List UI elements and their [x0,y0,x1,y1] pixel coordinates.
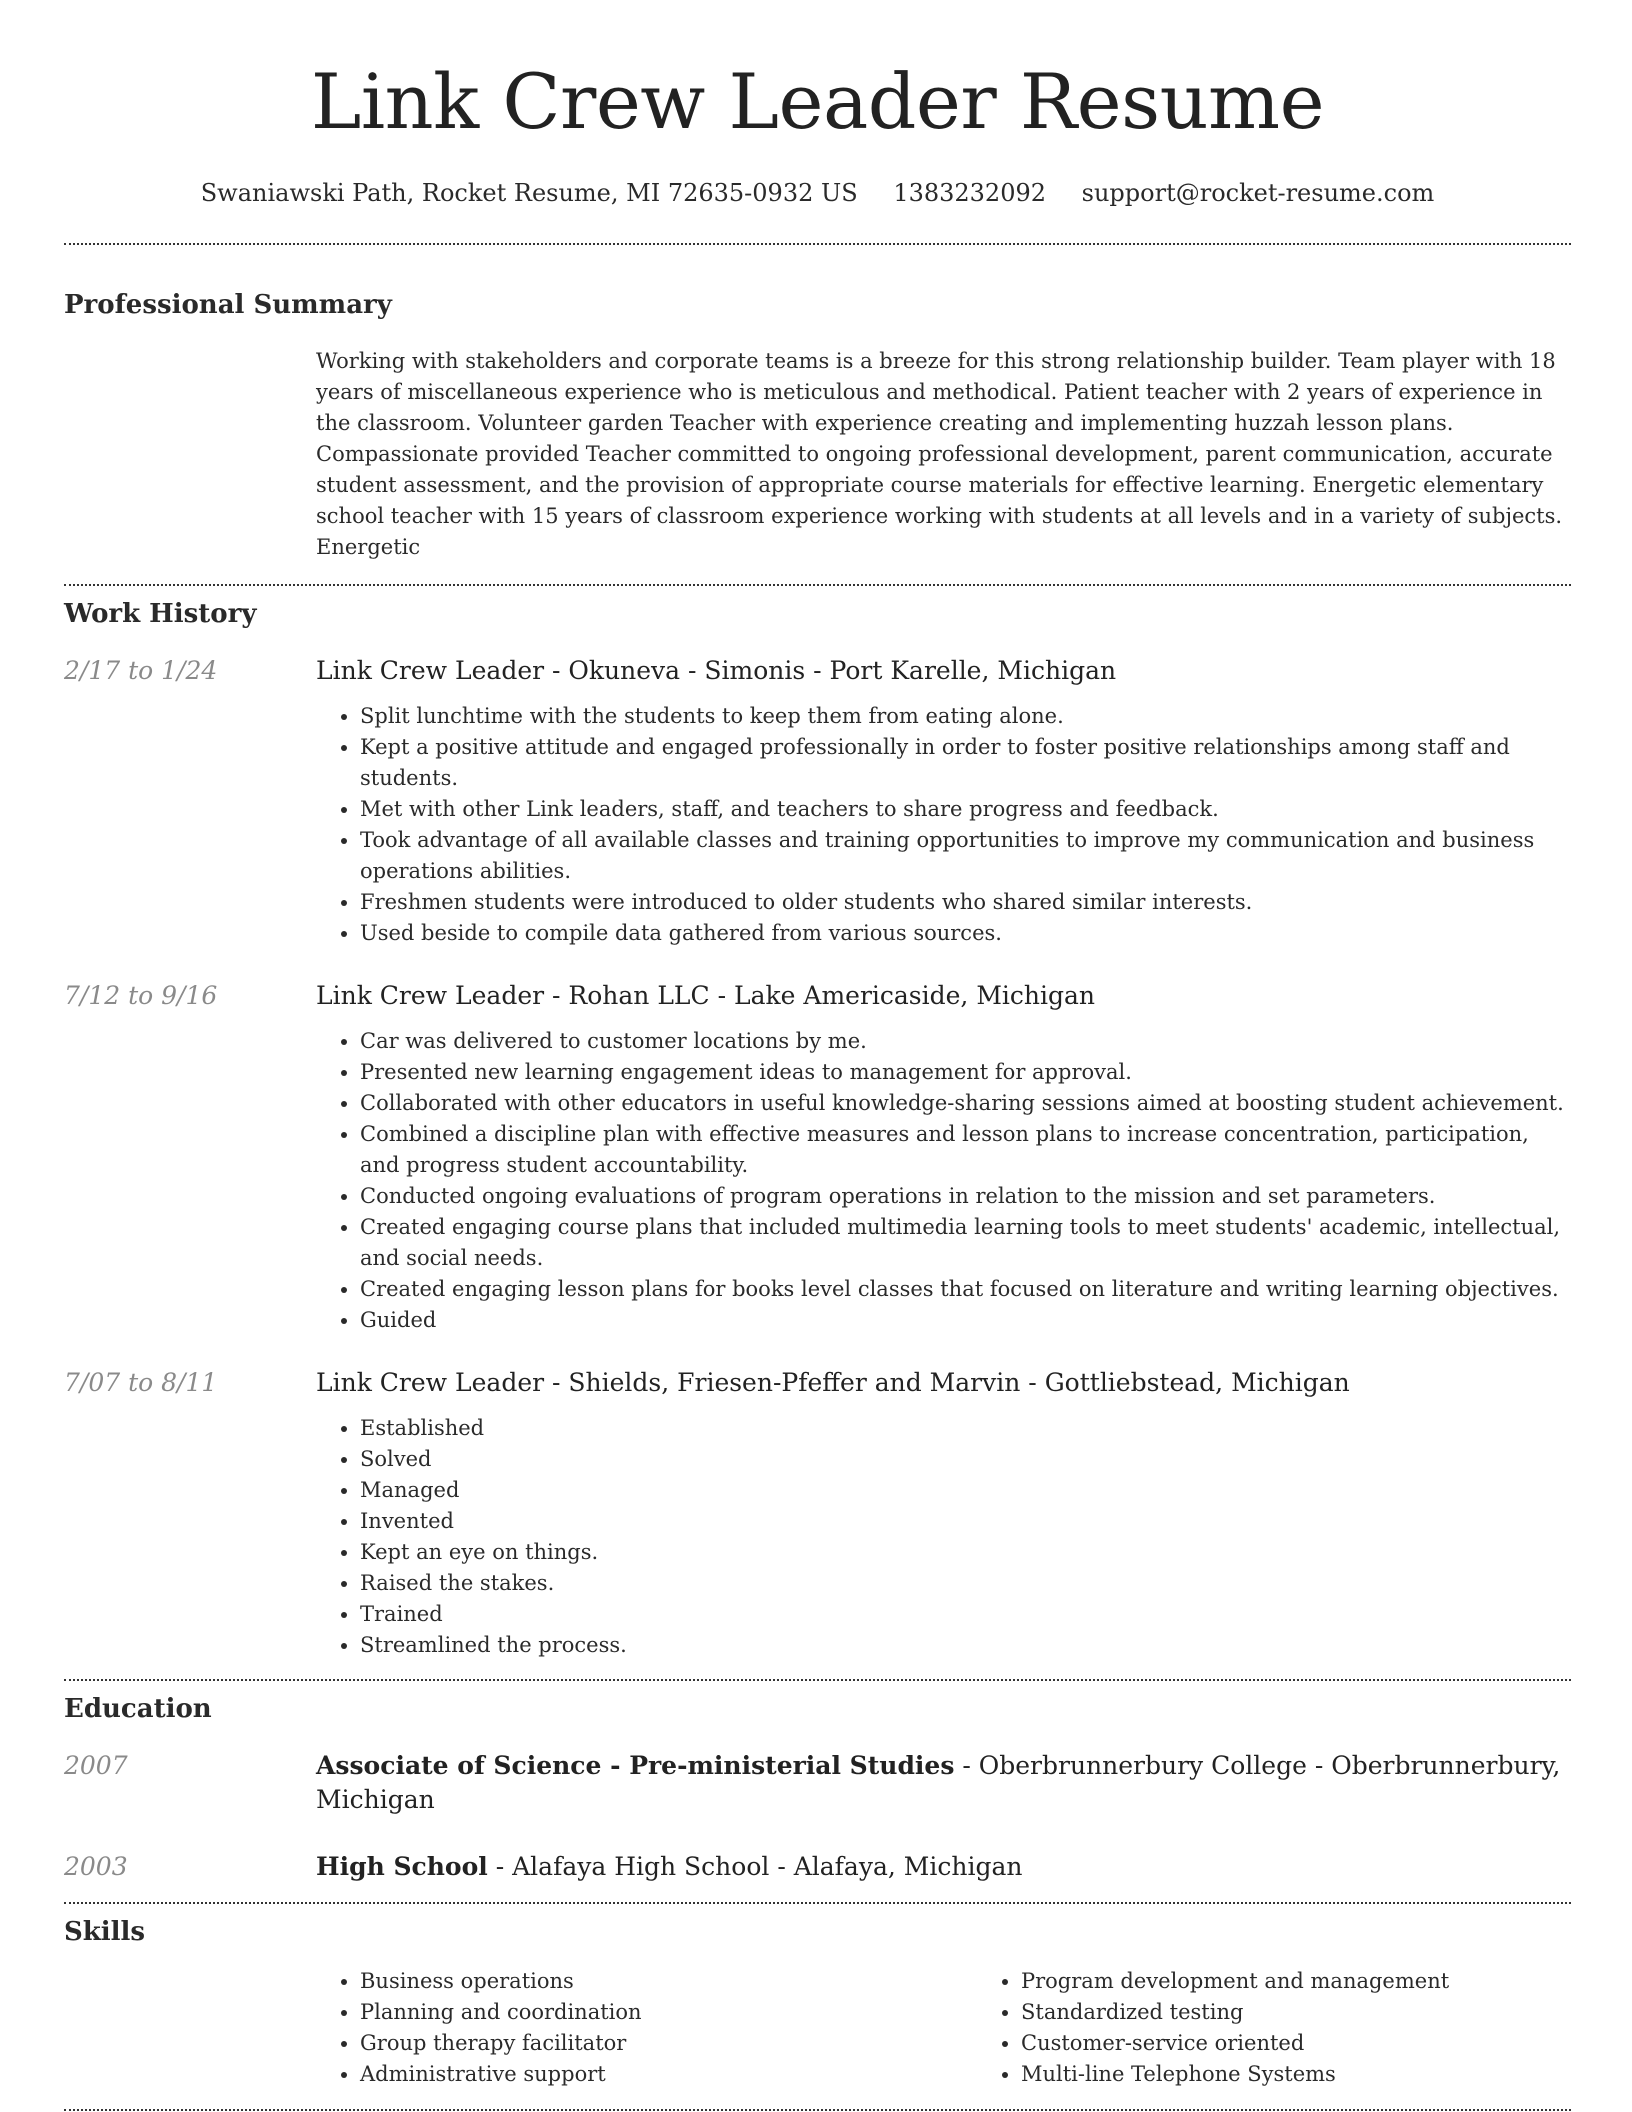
resume-title: Link Crew Leader Resume [310,57,1325,146]
summary-text: Working with stakeholders and corporate teams is a breeze for this strong relationship builder. Team player with 18 years of miscellaneous experience who is meticulous and methodical. Patient teacher with 2 years of experience in the classroom. Volunteer garden Teacher with experience creating and implementing huzzah lesson plans. Compassionate provided Teacher committed to ongoing professional development, parent communication, accurate student assessment, and the provision of appropriate course materials for effective learning. Energetic elementary school teacher with 15 years of classroom experience working with students at all levels and in a variety of subjects. Energetic [316,349,1563,559]
contact-line [64,176,1571,210]
skills-heading: Skills [64,1917,146,1947]
skill-item: • Customer-service oriented [1021,2028,1632,2059]
job-bullet: • Car was delivered to customer locations by me. [360,1026,1571,1057]
skill-item: • Group therapy facilitator [360,2028,977,2059]
job-bullet: • Invented [360,1506,1571,1537]
job-bullet: • Solved [360,1444,1571,1475]
job-bullet: • Established [360,1413,1571,1444]
divider [64,1679,1571,1681]
summary-row [64,346,1571,563]
resume-page [64,0,1571,2111]
job-title: Link Crew Leader - Rohan LLC - Lake Americaside, Michigan [316,981,1096,1010]
job-bullet: • Took advantage of all available classes and training opportunities to improve my communication and business operations abilities. [360,825,1571,887]
job-bullet: • Freshmen students were introduced to older students who shared similar interests. [360,887,1571,918]
job-bullet: • Split lunchtime with the students to keep them from eating alone. [360,701,1571,732]
job-bullet: • Conducted ongoing evaluations of program operations in relation to the mission and set parameters. [360,1181,1571,1212]
job-bullet: • Combined a discipline plan with effective measures and lesson plans to increase concentration, participation, and progress student accountability. [360,1119,1571,1181]
skill-item: • Multi-line Telephone Systems [1021,2059,1632,2090]
job-dates: 2/17 to 1/24 [64,656,218,685]
work-history-heading: Work History [64,599,257,629]
job-bullet: • Trained [360,1599,1571,1630]
skill-item: • Planning and coordination [360,1997,977,2028]
education-year: 2003 [64,1852,128,1881]
education-entry [64,1749,1571,1817]
job-bullet: • Streamlined the process. [360,1630,1571,1661]
skills-list-left [316,1966,977,2090]
address: Swaniawski Path, Rocket Resume, MI 72635-0932 US [200,179,858,207]
job-bullets [316,701,1571,949]
job-title: Link Crew Leader - Shields, Friesen-Pfeffer and Marvin - Gottliebstead, Michigan [316,1368,1350,1397]
job-entry [64,654,1571,949]
education-degree: Associate of Science - Pre-ministerial Studies [316,1751,955,1780]
job-bullet: • Collaborated with other educators in useful knowledge-sharing sessions aimed at boosting student achievement. [360,1088,1571,1119]
summary-heading: Professional Summary [64,290,392,320]
divider [64,584,1571,586]
education-school: - Alafaya High School - Alafaya, Michigan [487,1852,1023,1881]
education-heading: Education [64,1694,212,1724]
divider [64,1902,1571,1904]
education-degree: High School [316,1852,488,1881]
job-bullet: • Created engaging lesson plans for books level classes that focused on literature and writing learning objectives. [360,1274,1571,1305]
job-dates: 7/12 to 9/16 [64,981,218,1010]
education-year: 2007 [64,1751,128,1780]
email: support@rocket-resume.com [1081,179,1435,207]
education-school: - Oberbrunnerbury College - Oberbrunnerbury, Michigan [316,1751,1561,1814]
skills-list-right [977,1966,1632,2090]
divider [64,243,1571,245]
skills-row [64,1966,1571,2090]
job-bullet: • Presented new learning engagement ideas to management for approval. [360,1057,1571,1088]
skill-item: • Standardized testing [1021,1997,1632,2028]
job-title: Link Crew Leader - Okuneva - Simonis - Port Karelle, Michigan [316,656,1117,685]
education-entry [64,1850,1571,1884]
job-bullets [316,1026,1571,1336]
phone: 1383232092 [893,179,1047,207]
job-dates: 7/07 to 8/11 [64,1368,218,1397]
skill-item: • Administrative support [360,2059,977,2090]
divider [64,2109,1571,2111]
job-bullet: • Kept a positive attitude and engaged professionally in order to foster positive relationships among staff and students. [360,732,1571,794]
job-bullet: • Kept an eye on things. [360,1537,1571,1568]
skill-item: • Business operations [360,1966,977,1997]
job-entry [64,979,1571,1336]
job-bullet: • Managed [360,1475,1571,1506]
job-entry [64,1366,1571,1661]
skill-item: • Program development and management [1021,1966,1632,1997]
job-bullets [316,1413,1571,1661]
job-bullet: • Raised the stakes. [360,1568,1571,1599]
job-bullet: • Met with other Link leaders, staff, and teachers to share progress and feedback. [360,794,1571,825]
job-bullet: • Used beside to compile data gathered from various sources. [360,918,1571,949]
job-bullet: • Guided [360,1305,1571,1336]
job-bullet: • Created engaging course plans that included multimedia learning tools to meet students' academic, intellectual, and social needs. [360,1212,1571,1274]
